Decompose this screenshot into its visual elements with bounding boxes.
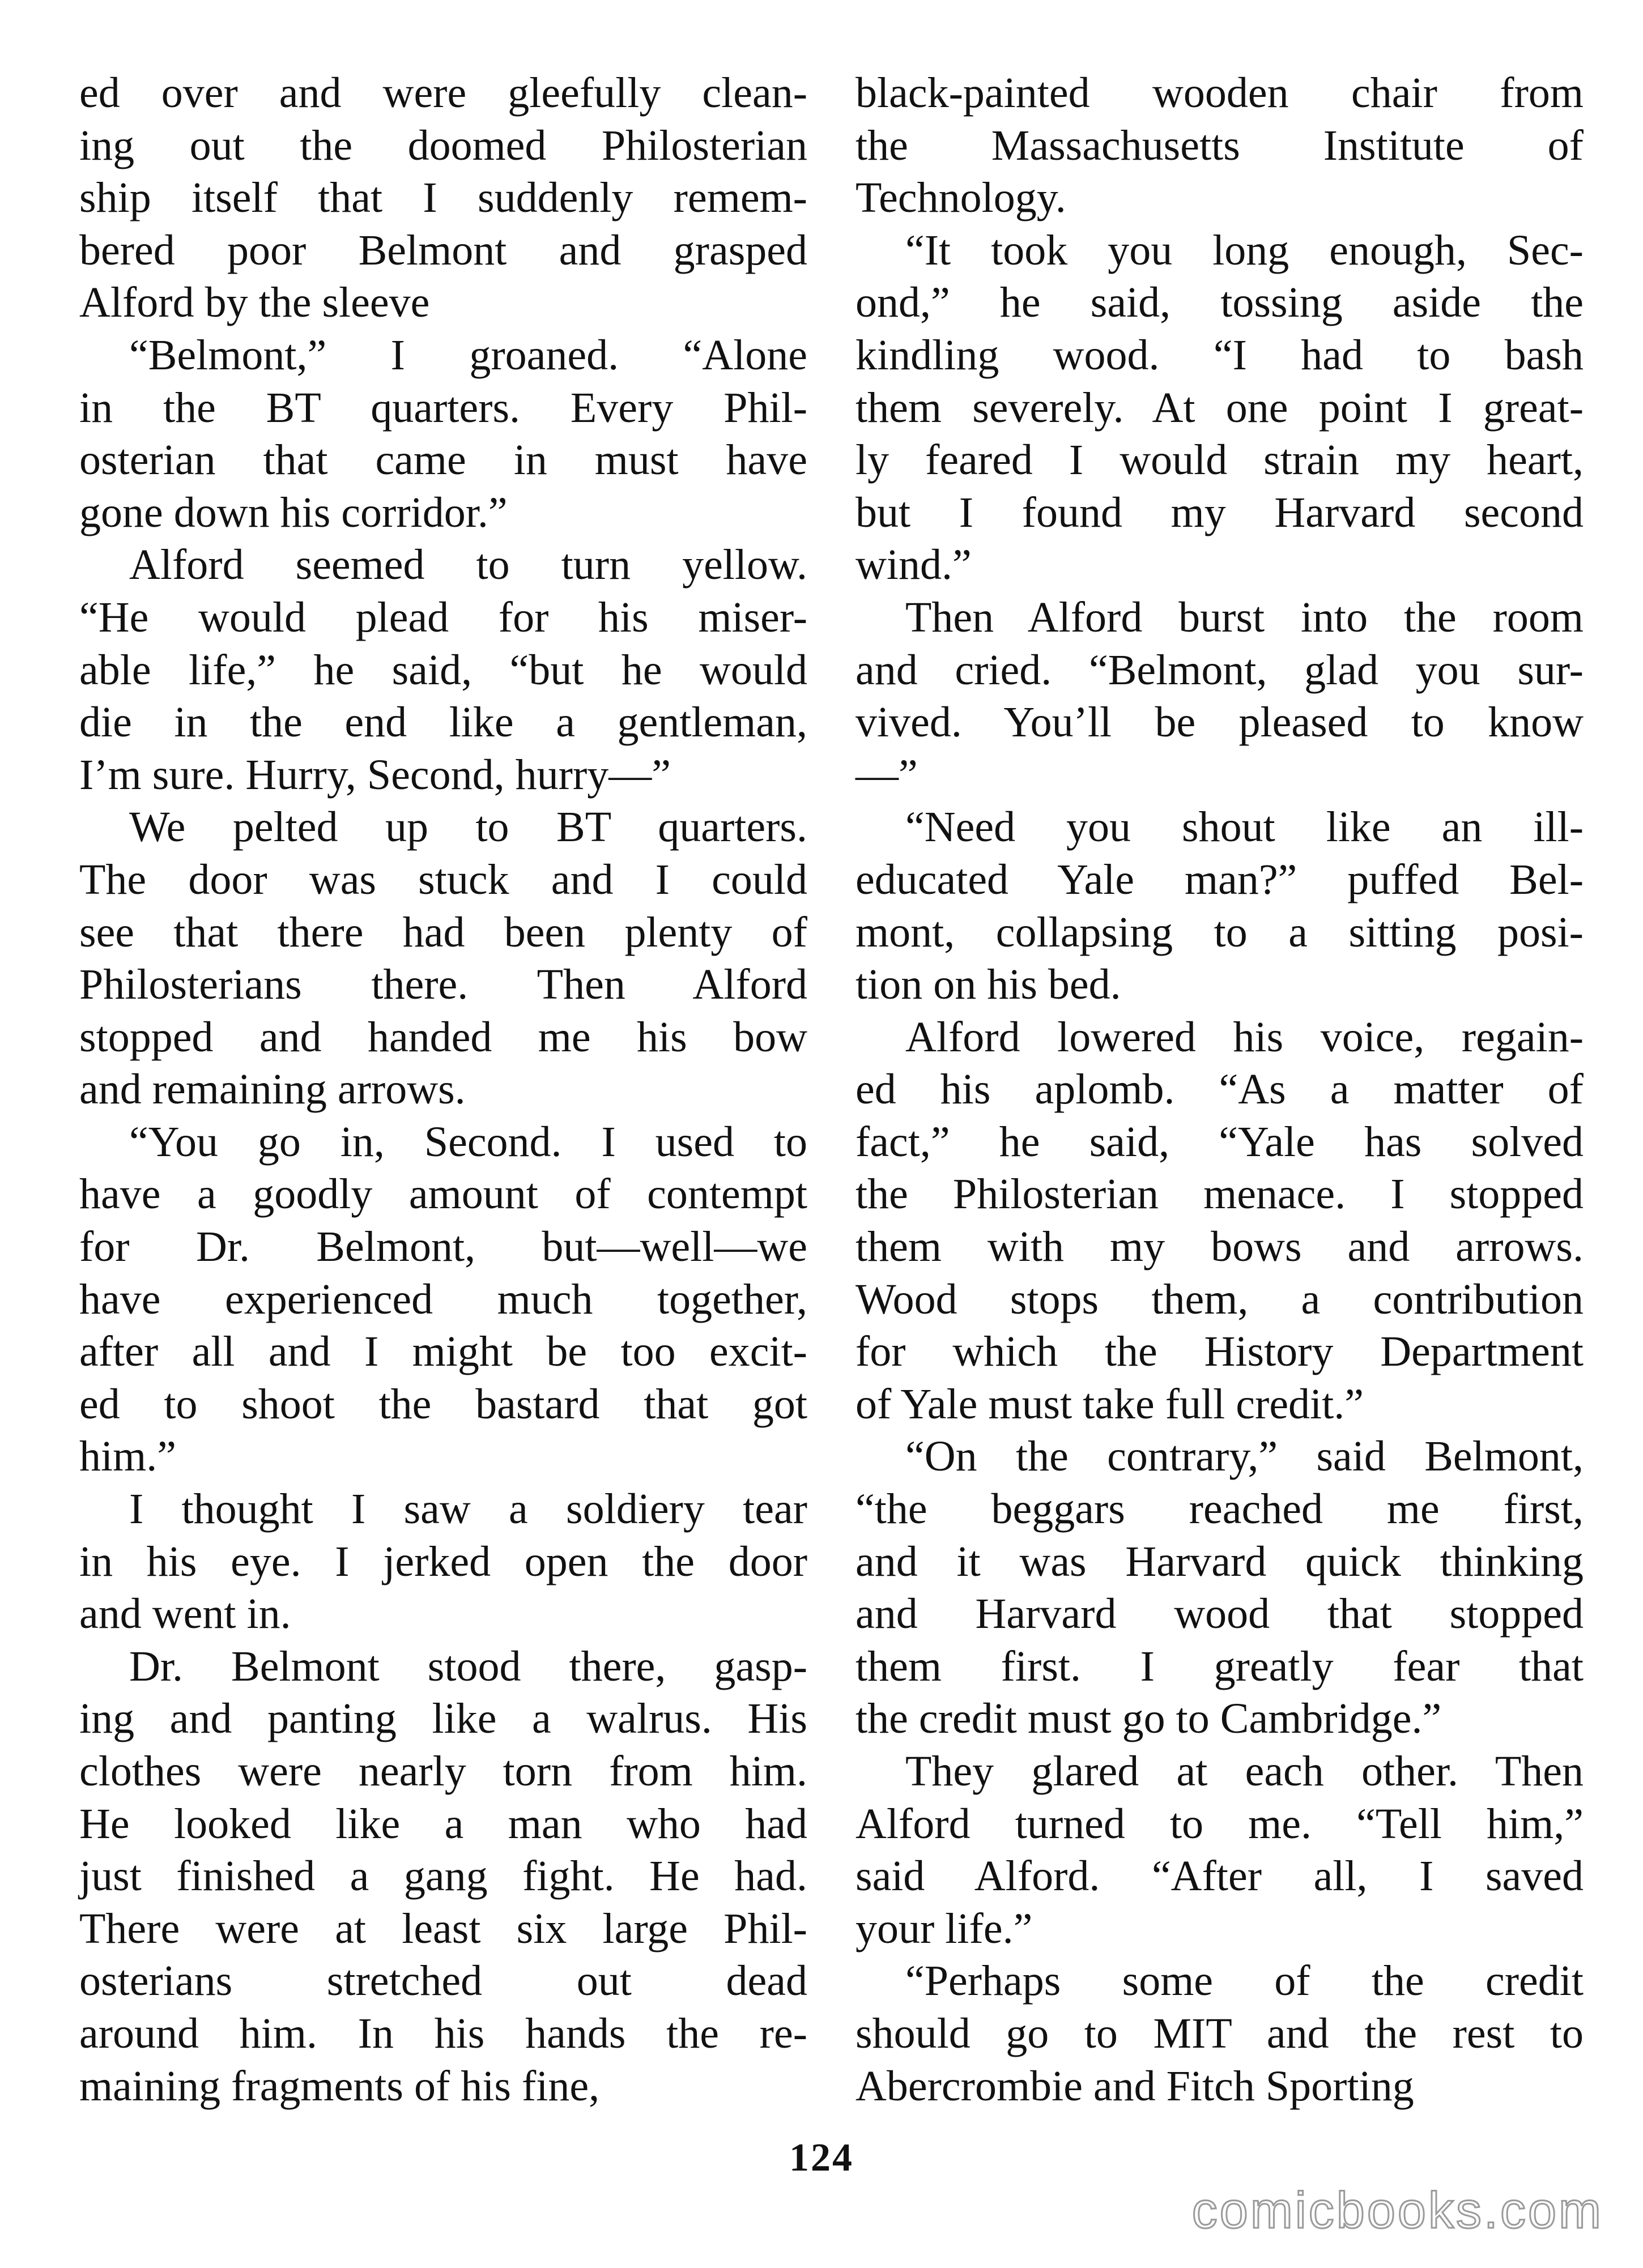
text-line: “On the contrary,” said Belmont, [905, 1433, 1584, 1481]
text-line: Then Alford burst into the room [905, 593, 1584, 641]
text-line: I’m sure. Hurry, Second, hurry—” [79, 751, 671, 799]
text-line: and went in. [79, 1590, 291, 1638]
text-line: die in the end like a gentleman, [79, 698, 807, 747]
text-line: osterians stretched out dead [79, 1957, 807, 2005]
text-line: them first. I greatly fear that [855, 1642, 1584, 1690]
text-line: ed his aplomb. “As a matter of [855, 1065, 1584, 1114]
text-line: Philosterians there. Then Alford [79, 961, 807, 1009]
text-line: “You go in, Second. I used to [129, 1118, 807, 1166]
paragraph [855, 591, 1584, 801]
text-line: We pelted up to BT quarters. [129, 803, 807, 851]
text-line: able life,” he said, “but he would [79, 646, 807, 694]
text-line: wind.” [855, 541, 972, 589]
text-line: mont, collapsing to a sitting posi- [855, 908, 1584, 956]
text-line: and it was Harvard quick thinking [855, 1537, 1584, 1585]
text-line: kindling wood. “I had to bash [855, 331, 1584, 379]
text-line: maining fragments of his fine, [79, 2062, 600, 2110]
text-line: in the BT quarters. Every Phil- [79, 383, 807, 432]
text-line: I thought I saw a soldiery tear [129, 1485, 807, 1533]
text-line: —” [855, 751, 918, 799]
left-column [79, 67, 807, 2112]
text-line: educated Yale man?” puffed Bel- [855, 855, 1584, 903]
text-line: and cried. “Belmont, glad you sur- [855, 646, 1584, 694]
text-line: said Alford. “After all, I saved [855, 1852, 1584, 1900]
text-line: Alford by the sleeve [79, 279, 430, 327]
text-line: him.” [79, 1433, 176, 1481]
text-line: ly feared I would strain my heart, [855, 436, 1584, 484]
paragraph [855, 1955, 1584, 2112]
text-line: and Harvard wood that stopped [855, 1590, 1584, 1638]
text-line: them with my bows and arrows. [855, 1223, 1584, 1271]
paragraph [79, 67, 807, 329]
text-line: tion on his bed. [855, 961, 1121, 1009]
text-line: He looked like a man who had [79, 1800, 807, 1848]
text-line: There were at least six large Phil- [79, 1904, 807, 1952]
text-line: the credit must go to Cambridge.” [855, 1695, 1442, 1743]
text-line: fact,” he said, “Yale has solved [855, 1118, 1584, 1166]
text-line: Alford lowered his voice, regain- [905, 1013, 1584, 1061]
text-line: for Dr. Belmont, but—well—we [79, 1223, 807, 1271]
text-line: of Yale must take full credit.” [855, 1380, 1364, 1428]
text-line: “Belmont,” I groaned. “Alone [129, 331, 807, 379]
paragraph [79, 1640, 807, 2112]
text-line: the Massachusetts Institute of [855, 121, 1584, 169]
paragraph [79, 1483, 807, 1640]
watermark-logo: comicbooks.com [1191, 2182, 1603, 2239]
text-line: around him. In his hands the re- [79, 2009, 807, 2057]
text-line: in his eye. I jerked open the door [79, 1537, 807, 1585]
text-line: ed over and were gleefully clean- [79, 69, 807, 117]
text-line: “the beggars reached me first, [855, 1485, 1584, 1533]
text-line: and remaining arrows. [79, 1065, 466, 1114]
text-line: “It took you long enough, Sec- [905, 226, 1584, 274]
text-line: ed to shoot the bastard that got [79, 1380, 807, 1428]
text-line: for which the History Department [855, 1328, 1584, 1376]
text-line: bered poor Belmont and grasped [79, 226, 807, 274]
text-line: stopped and handed me his bow [79, 1013, 807, 1061]
paragraph [855, 801, 1584, 1011]
text-line: They glared at each other. Then [905, 1747, 1584, 1795]
page-number: 124 [789, 2136, 854, 2180]
text-line: Dr. Belmont stood there, gasp- [129, 1642, 807, 1690]
text-line: Alford turned to me. “Tell him,” [855, 1800, 1584, 1848]
text-line: Technology. [855, 174, 1066, 222]
text-line: The door was stuck and I could [79, 855, 807, 903]
paragraph [855, 224, 1584, 591]
text-line: ship itself that I suddenly remem- [79, 174, 807, 222]
paragraph [855, 1745, 1584, 1955]
text-line: see that there had been plenty of [79, 908, 807, 956]
text-line: Abercrombie and Fitch Sporting [855, 2062, 1414, 2110]
text-line: vived. You’ll be pleased to know [855, 698, 1584, 747]
paragraph [79, 801, 807, 1116]
text-line: “He would plead for his miser- [79, 593, 807, 641]
text-line: black-painted wooden chair from [855, 69, 1584, 117]
paragraph [79, 329, 807, 539]
text-line: them severely. At one point I great- [855, 383, 1584, 432]
text-line: ing and panting like a walrus. His [79, 1695, 807, 1743]
text-line: Alford seemed to turn yellow. [129, 541, 807, 589]
text-line: “Need you shout like an ill- [905, 803, 1584, 851]
text-line: clothes were nearly torn from him. [79, 1747, 807, 1795]
text-line: your life.” [855, 1904, 1033, 1952]
text-line: have experienced much together, [79, 1275, 807, 1323]
paragraph [855, 1430, 1584, 1745]
text-line: but I found my Harvard second [855, 488, 1584, 536]
paragraph [79, 539, 807, 801]
text-line: ing out the doomed Philosterian [79, 121, 807, 169]
text-line: the Philosterian menace. I stopped [855, 1170, 1584, 1218]
text-line: have a goodly amount of contempt [79, 1170, 807, 1218]
text-line: should go to MIT and the rest to [855, 2009, 1584, 2057]
text-line: Wood stops them, a contribution [855, 1275, 1584, 1323]
text-line: osterian that came in must have [79, 436, 807, 484]
text-line: ond,” he said, tossing aside the [855, 279, 1584, 327]
right-column [855, 67, 1584, 2112]
text-line: just finished a gang fight. He had. [79, 1852, 807, 1900]
paragraph [855, 1011, 1584, 1431]
text-line: “Perhaps some of the credit [905, 1957, 1584, 2005]
paragraph [79, 1116, 807, 1483]
text-line: gone down his corridor.” [79, 488, 508, 536]
text-line: after all and I might be too excit- [79, 1328, 807, 1376]
paragraph [855, 67, 1584, 224]
